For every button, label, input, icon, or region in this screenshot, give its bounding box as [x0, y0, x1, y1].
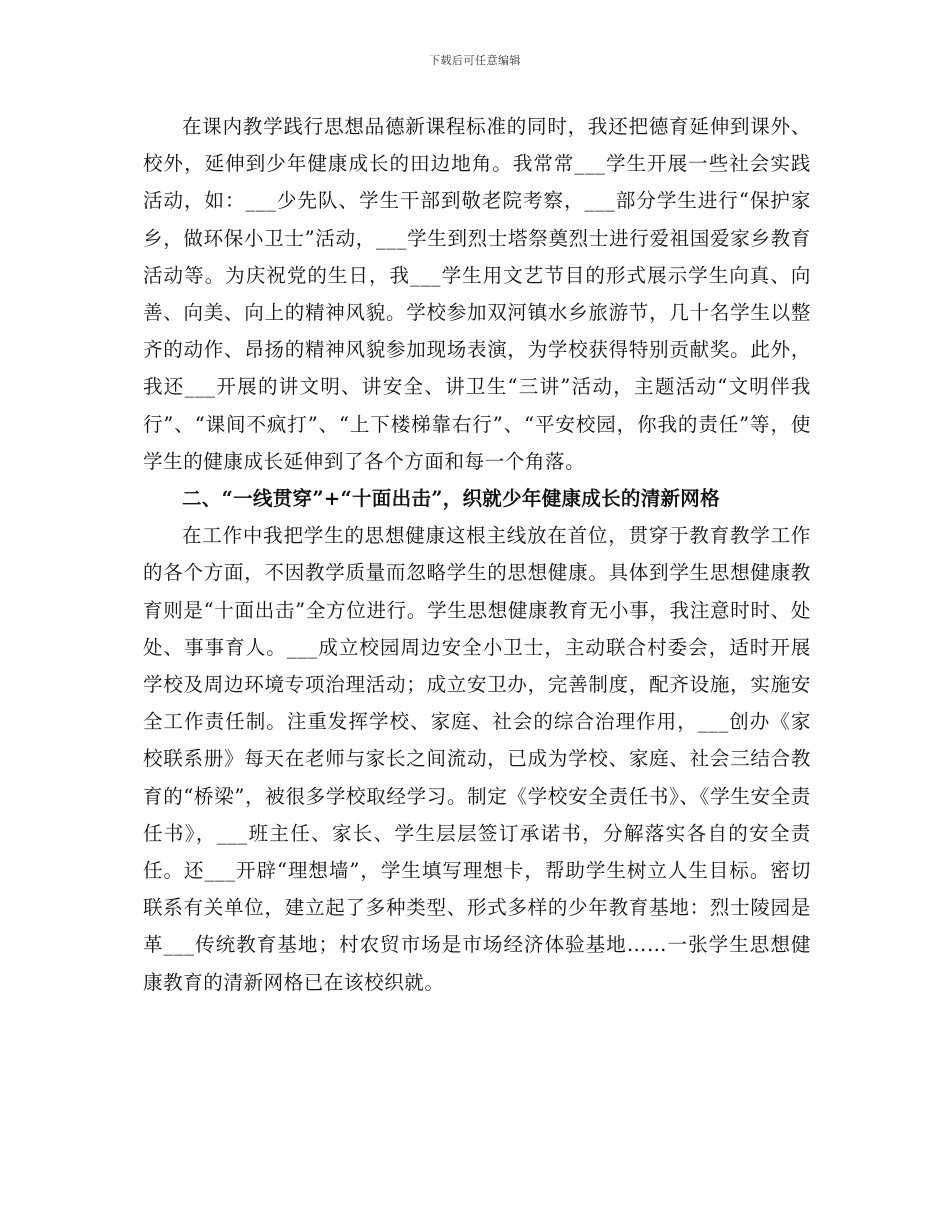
body-paragraph-2: 在工作中我把学生的思想健康这根主线放在首位，贯穿于教育教学工作的各个方面，不因教学质量而忽略学生的思想健康。具体到学生思想健康教育则是“十面出击”全方位进行。学生思想健康教育无小事，我注意时时、处处、事事育人。___成立校园周边安全小卫士，主动联合村委会，适时开展学校及周边环境专项治理活动；成立安卫办，完善制度，配齐设施，实施安全工作责任制。注重发挥学校、家庭、社会的综合治理作用，___创办《家校联系册》每天在老师与家长之间流动，已成为学校、家庭、社会三结合教育的“桥梁”，被很多学校取经学习。制定《学校安全责任书》、《学生安全责任书》，___班主任、家长、学生层层签订承诺书，分解落实各自的安全责任。还___开辟“理想墙”，学生填写理想卡，帮助学生树立人生目标。密切联系有关单位，建立起了多种类型、形式多样的少年教育基地：烈士陵园是革___传统教育基地；村农贸市场是市场经济体验基地……一张学生思想健康教育的清新网格已在该校织就。	[143, 524, 811, 994]
body-paragraph-1: 在课内教学践行思想品德新课程标准的同时，我还把德育延伸到课外、校外，延伸到少年健康成长的田边地角。我常常___学生开展一些社会实践活动，如：___少先队、学生干部到敬老院考察，___部分学生进行“保护家乡，做环保小卫士”活动，___学生到烈士塔祭奠烈士进行爱祖国爱家乡教育活动等。为庆祝党的生日，我___学生用文艺节目的形式展示学生向真、向善、向美、向上的精神风貌。学校参加双河镇水乡旅游节，几十名学生以整齐的动作、昂扬的精神风貌参加现场表演，为学校获得特别贡献奖。此外，我还___开展的讲文明、讲安全、讲卫生“三讲”活动，主题活动“文明伴我行”、“课间不疯打”、“上下楼梯靠右行”、“平安校园，你我的责任”等，使学生的健康成长延伸到了各个方面和每一个角落。	[143, 115, 811, 473]
page-header: 下载后可任意编辑	[429, 54, 521, 67]
document-body	[143, 108, 811, 1001]
section-heading-2: 二、“一线贯穿”+“十面出击”，织就少年健康成长的清新网格	[182, 487, 720, 511]
